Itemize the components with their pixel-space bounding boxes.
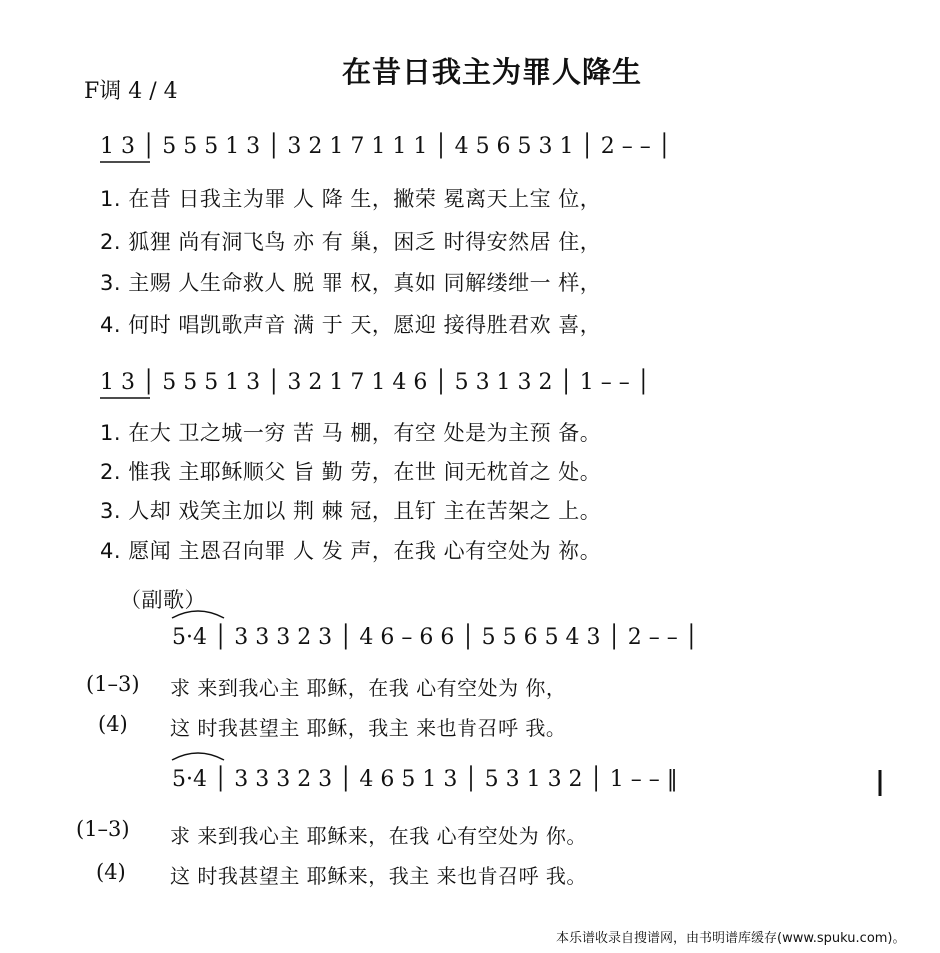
chorus-notation-2: 5·4 │ 3 3 3 2 3 │ 4 6 5 1 3 │ 5 3 1 3 2 │ 1 – – ‖	[172, 767, 678, 792]
chorus-2-verse4-lyric: 这 时我甚望主 耶稣来，我主 来也肯召呼 我。	[170, 864, 587, 888]
notation-line-1: 1 3 │ 5 5 5 1 3 │ 3 2 1 7 1 1 1 │ 4 5 6 5 3 1 │ 2 – – │	[100, 134, 671, 159]
chorus-2-verse4-label: (4)	[96, 860, 126, 884]
verse-1-line-b: 1. 在大 卫之城一穷 苦 马 棚，有空 处是为主预 备。	[100, 421, 602, 445]
chorus-label: （副歌）	[120, 588, 206, 612]
verse-2-line-b: 2. 惟我 主耶稣顺父 旨 勤 劳，在世 间无枕首之 处。	[100, 460, 602, 484]
notation-line-2: 1 3 │ 5 5 5 1 3 │ 3 2 1 7 1 4 6 │ 5 3 1 3 2 │ 1 – – │	[100, 370, 650, 395]
page-title: 在昔日我主为罪人降生	[342, 55, 643, 89]
source-footer: 本乐谱收录自搜谱网，由书明谱库缓存(www.spuku.com)。	[556, 931, 906, 946]
verse-1-line-a: 1. 在昔 日我主为罪 人 降 生，撇荣 冕离天上宝 位，	[100, 187, 602, 211]
chorus-notation-1: 5·4 │ 3 3 3 2 3 │ 4 6 – 6 6 │ 5 5 6 5 4 3 │ 2 – – │	[172, 625, 699, 650]
chorus-2-lyric: 求 来到我心主 耶稣来，在我 心有空处为 你。	[170, 824, 587, 848]
verse-3-line-b: 3. 人却 戏笑主加以 荆 棘 冠，且钉 主在苦架之 上。	[100, 499, 602, 523]
chorus-1-lyric: 求 来到我心主 耶稣，在我 心有空处为 你，	[170, 676, 567, 700]
verse-4-line-a: 4. 何时 唱凯歌声音 满 于 天，愿迎 接得胜君欢 喜，	[100, 313, 602, 337]
key-signature: F调 4 / 4	[84, 79, 178, 104]
slur-mark	[172, 753, 224, 760]
verse-4-line-b: 4. 愿闻 主恩召向罪 人 发 声，在我 心有空处为 祢。	[100, 539, 602, 563]
chorus-2-verse-label: (1–3)	[76, 817, 130, 841]
verse-2-line-a: 2. 狐狸 尚有洞飞鸟 亦 有 巢，困乏 时得安然居 住，	[100, 230, 602, 254]
slur-mark	[172, 611, 224, 618]
chorus-1-verse-label: (1–3)	[86, 672, 140, 696]
chorus-1-verse4-label: (4)	[98, 712, 128, 736]
verse-3-line-a: 3. 主赐 人生命救人 脱 罪 权，真如 同解缕绁一 样，	[100, 271, 602, 295]
chorus-1-verse4-lyric: 这 时我甚望主 耶稣，我主 来也肯召呼 我。	[170, 716, 567, 740]
